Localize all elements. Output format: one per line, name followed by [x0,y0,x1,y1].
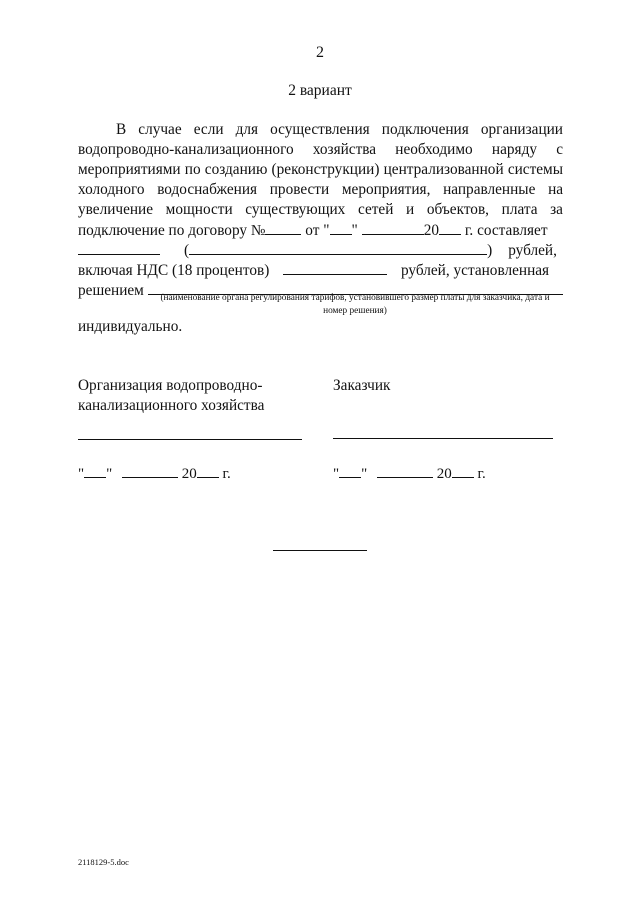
field-hint-note: (наименование органа регулирования тарифов, установившего размер платы для заказчика, дата и номер решения) [160,293,550,316]
customer-date-day-blank[interactable] [339,463,361,478]
paragraph-line-7: ( ) рублей, [78,240,563,260]
day-blank[interactable] [330,220,352,235]
paragraph-line-1: В случае если для осуществления подключения организации [116,121,563,138]
org-date: " " 20 г. [78,463,231,483]
paragraph-line-5: увеличение мощности существующих сетей и объектов, плата за [78,201,563,218]
customer-signature-line[interactable] [333,438,553,439]
customer-date: " " 20 г. [333,463,486,483]
closing-word: индивидуально. [78,318,183,335]
vat-blank[interactable] [283,260,387,275]
page-number: 2 [316,44,324,61]
org-date-day-blank[interactable] [84,463,106,478]
org-signature-label: Организация водопроводно- канализационного хозяйства [78,377,265,414]
customer-date-month-blank[interactable] [377,463,433,478]
paragraph-line-3: мероприятиями по созданию (реконструкции) централизованной системы [78,161,564,178]
paragraph-line-9: решением [78,280,563,300]
year-blank[interactable] [439,220,461,235]
variant-title: 2 вариант [288,82,352,99]
contract-number-blank[interactable] [265,220,301,235]
main-paragraph [78,120,563,300]
month-blank[interactable] [362,220,424,235]
paragraph-line-8: включая НДС (18 процентов) рублей, установленная [78,262,550,279]
paragraph-line-2: водопроводно-канализационного хозяйства необходимо наряду с [78,141,563,158]
amount-blank[interactable] [78,240,160,255]
paragraph-line-6: подключение по договору № от " " 20 г. составляет [78,222,548,239]
end-divider [273,550,367,551]
amount-words-blank[interactable] [189,240,487,255]
org-date-year-blank[interactable] [197,463,219,478]
org-date-month-blank[interactable] [122,463,178,478]
paragraph-line-4: холодного водоснабжения провести мероприятия, направленные на [78,181,564,198]
customer-date-year-blank[interactable] [452,463,474,478]
customer-signature-label: Заказчик [333,377,391,394]
org-signature-line[interactable] [78,439,302,440]
file-identifier: 2118129-5.doc [78,857,129,867]
